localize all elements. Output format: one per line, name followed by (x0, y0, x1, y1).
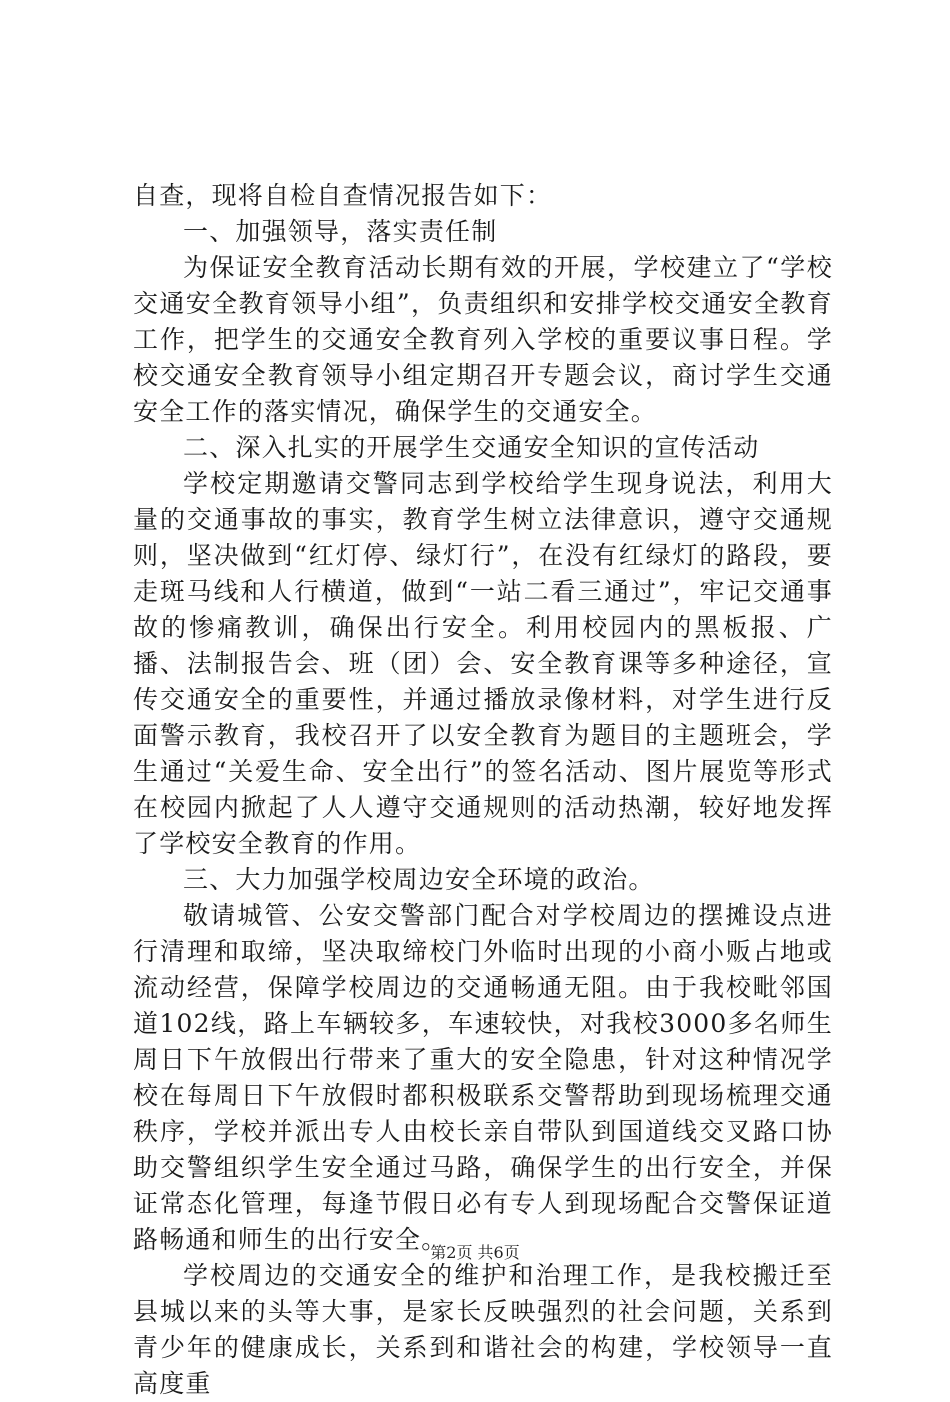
document-body (133, 178, 833, 1402)
page-footer (0, 1243, 950, 1263)
paragraph-section-3: 敬请城管、公安交警部门配合对学校周边的摆摊设点进行清理和取缔，坚决取缔校门外临时出现的小商小贩占地或流动经营，保障学校周边的交通畅通无阻。由于我校毗邻国道102线，路上车辆较多，车速较快，对我校3000多名师生周日下午放假出行带来了重大的安全隐患，针对这种情况学校在每周日下午放假时都积极联系交警帮助到现场梳理交通秩序，学校并派出专人由校长亲自带队到国道线交叉路口协助交警组织学生安全通过马路，确保学生的出行安全，并保证常态化管理，每逢节假日必有专人到现场配合交警保证道路畅通和师生的出行安全。 (133, 901, 833, 1254)
page-number-label: 第2页 共6页 (430, 1243, 520, 1262)
heading-section-2: 二、深入扎实的开展学生交通安全知识的宣传活动 (183, 433, 760, 462)
paragraph-section-2: 学校定期邀请交警同志到学校给学生现身说法，利用大量的交通事故的事实，教育学生树立法律意识，遵守交通规则，坚决做到“红灯停、绿灯行”，在没有红绿灯的路段，要走斑马线和人行横道，做到“一站二看三通过”，牢记交通事故的惨痛教训，确保出行安全。利用校园内的黑板报、广播、法制报告会、班（团）会、安全教育课等多种途径，宣传交通安全的重要性，并通过播放录像材料，对学生进行反面警示教育，我校召开了以安全教育为题目的主题班会，学生通过“关爱生命、安全出行”的签名活动、图片展览等形式在校园内掀起了人人遵守交通规则的活动热潮，较好地发挥了学校安全教育的作用。 (133, 469, 833, 858)
paragraph-section-1: 为保证安全教育活动长期有效的开展，学校建立了“学校交通安全教育领导小组”，负责组织和安排学校交通安全教育工作，把学生的交通安全教育列入学校的重要议事日程。学校交通安全教育领导小组定期召开专题会议，商讨学生交通安全工作的落实情况，确保学生的交通安全。 (133, 253, 833, 426)
heading-section-3: 三、大力加强学校周边安全环境的政治。 (183, 865, 655, 894)
paragraph-intro: 自查，现将自检自查情况报告如下： (133, 181, 553, 210)
paragraph-section-3-continued: 学校周边的交通安全的维护和治理工作，是我校搬迁至县城以来的头等大事，是家长反映强烈的社会问题，关系到青少年的健康成长，关系到和谐社会的构建，学校领导一直高度重 (133, 1261, 833, 1398)
heading-section-1: 一、加强领导，落实责任制 (183, 217, 498, 246)
